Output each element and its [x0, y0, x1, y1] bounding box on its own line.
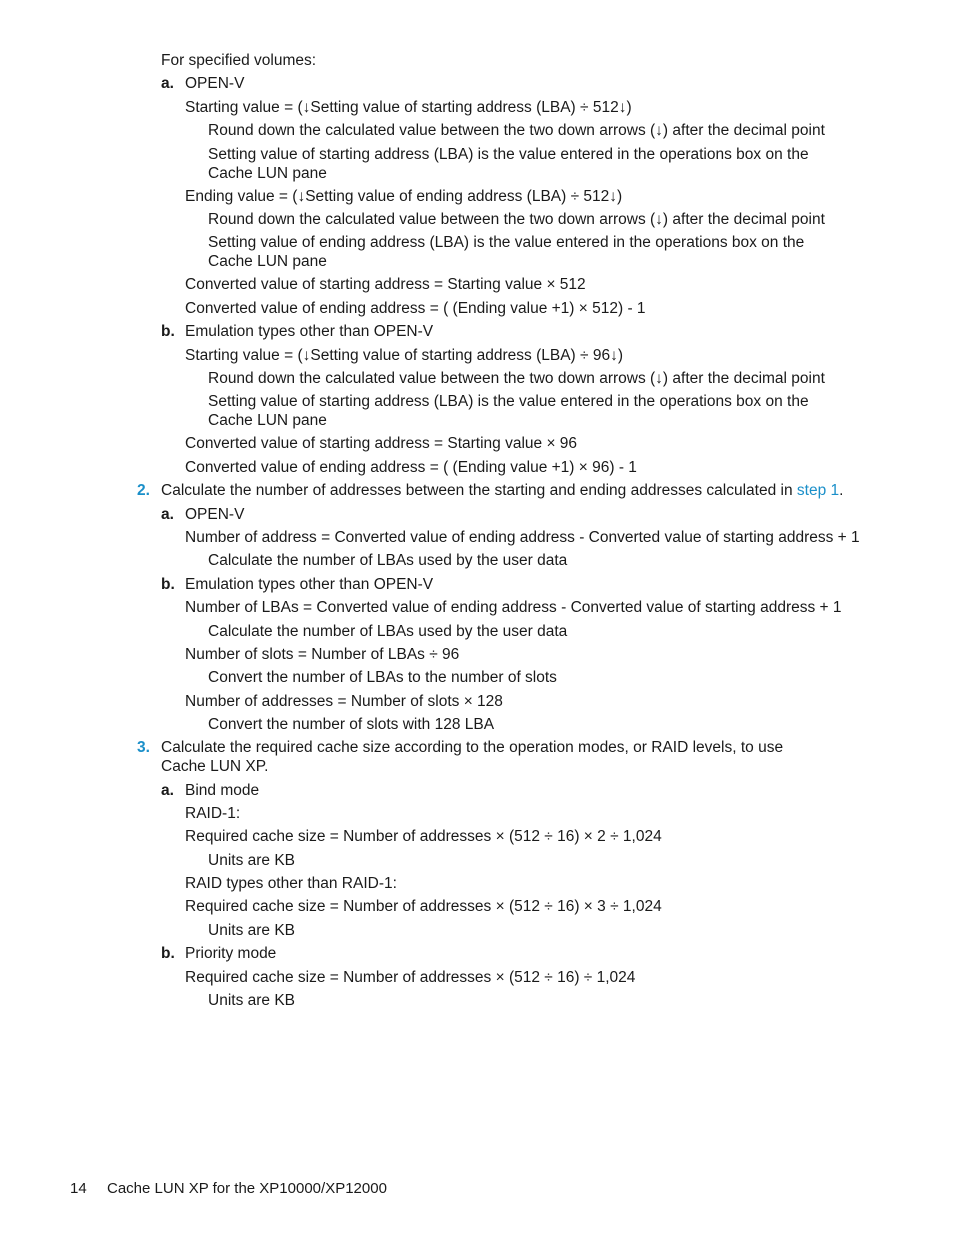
- step1-a-end-value: Ending value = (↓Setting value of ending address (LBA) ÷ 512↓): [185, 188, 623, 205]
- step1-a-start-note1: Round down the calculated value between the two down arrows (↓) after the decimal point: [208, 122, 825, 139]
- step3-a-other-label: RAID types other than RAID-1:: [185, 875, 397, 892]
- step1-a-start-value: Starting value = (↓Setting value of starting address (LBA) ÷ 512↓): [185, 99, 632, 116]
- step1-b-conv-start: Converted value of starting address = Starting value × 96: [185, 435, 578, 452]
- step1-a-title: OPEN-V: [185, 75, 245, 92]
- step2-b-title: Emulation types other than OPEN-V: [185, 576, 434, 593]
- step1-a-conv-start: Converted value of starting address = Starting value × 512: [185, 276, 586, 293]
- step1-b-conv-end: Converted value of ending address = ( (Ending value +1) × 96) - 1: [185, 459, 637, 476]
- step1-b-start-value: Starting value = (↓Setting value of starting address (LBA) ÷ 96↓): [185, 347, 623, 364]
- step2-a-note: Calculate the number of LBAs used by the user data: [208, 552, 568, 569]
- step1-link[interactable]: step 1: [796, 482, 840, 499]
- step3-b-formula: Required cache size = Number of addresses × (512 ÷ 16) ÷ 1,024: [185, 969, 636, 986]
- step1-b-start-note1: Round down the calculated value between the two down arrows (↓) after the decimal point: [208, 370, 825, 387]
- step2-b-note3: Convert the number of slots with 128 LBA: [208, 716, 495, 733]
- step2-text: [161, 481, 843, 500]
- step2-b-formula3: Number of addresses = Number of slots × 128: [185, 693, 503, 710]
- step3-a-other-formula: Required cache size = Number of addresses × (512 ÷ 16) × 3 ÷ 1,024: [185, 898, 662, 915]
- footer-title: Cache LUN XP for the XP10000/XP12000: [107, 1180, 387, 1197]
- step3-b-units: Units are KB: [208, 992, 296, 1009]
- step2-text-before: Calculate the number of addresses between the starting and ending addresses calculated in: [161, 482, 797, 499]
- step2-b-note1: Calculate the number of LBAs used by the user data: [208, 623, 568, 640]
- step3-text: Calculate the required cache size according to the operation modes, or RAID levels, to use Cache LUN XP.: [161, 739, 784, 775]
- step1-a-start-note2: Setting value of starting address (LBA) is the value entered in the operations box on the Cache LUN pane: [208, 146, 809, 182]
- step3-a-other-units: Units are KB: [208, 922, 296, 939]
- step2-b-formula1: Number of LBAs = Converted value of ending address - Converted value of starting address + 1: [185, 599, 842, 616]
- step3-b-title: Priority mode: [185, 945, 277, 962]
- step2-a-title: OPEN-V: [185, 506, 245, 523]
- step2-a-formula: Number of address = Converted value of ending address - Converted value of starting address + 1: [185, 529, 860, 546]
- step3-a-raid1-formula: Required cache size = Number of addresses × (512 ÷ 16) × 2 ÷ 1,024: [185, 828, 662, 845]
- step1-a-end-note1: Round down the calculated value between the two down arrows (↓) after the decimal point: [208, 211, 825, 228]
- step3-a-marker: a.: [161, 782, 174, 799]
- step2-text-after: .: [839, 482, 844, 499]
- step2-a-marker: a.: [161, 506, 174, 523]
- step2-number: 2.: [137, 482, 150, 499]
- step1-a-end-note2: Setting value of ending address (LBA) is the value entered in the operations box on the Cache LUN pane: [208, 234, 805, 270]
- step3-number: 3.: [137, 739, 150, 756]
- intro-text: For specified volumes:: [161, 52, 317, 69]
- step1-a-marker: a.: [161, 75, 174, 92]
- step2-b-formula2: Number of slots = Number of LBAs ÷ 96: [185, 646, 460, 663]
- page-number: 14: [70, 1180, 87, 1197]
- step3-b-marker: b.: [161, 945, 175, 962]
- step1-b-start-note2: Setting value of starting address (LBA) is the value entered in the operations box on the Cache LUN pane: [208, 393, 809, 429]
- step1-a-conv-end: Converted value of ending address = ( (Ending value +1) × 512) - 1: [185, 300, 646, 317]
- step2-b-marker: b.: [161, 576, 175, 593]
- step3-a-raid1-units: Units are KB: [208, 852, 296, 869]
- step2-b-note2: Convert the number of LBAs to the number of slots: [208, 669, 557, 686]
- step3-a-raid1-label: RAID-1:: [185, 805, 241, 822]
- step3-a-title: Bind mode: [185, 782, 260, 799]
- step1-b-title: Emulation types other than OPEN-V: [185, 323, 434, 340]
- step1-b-marker: b.: [161, 323, 175, 340]
